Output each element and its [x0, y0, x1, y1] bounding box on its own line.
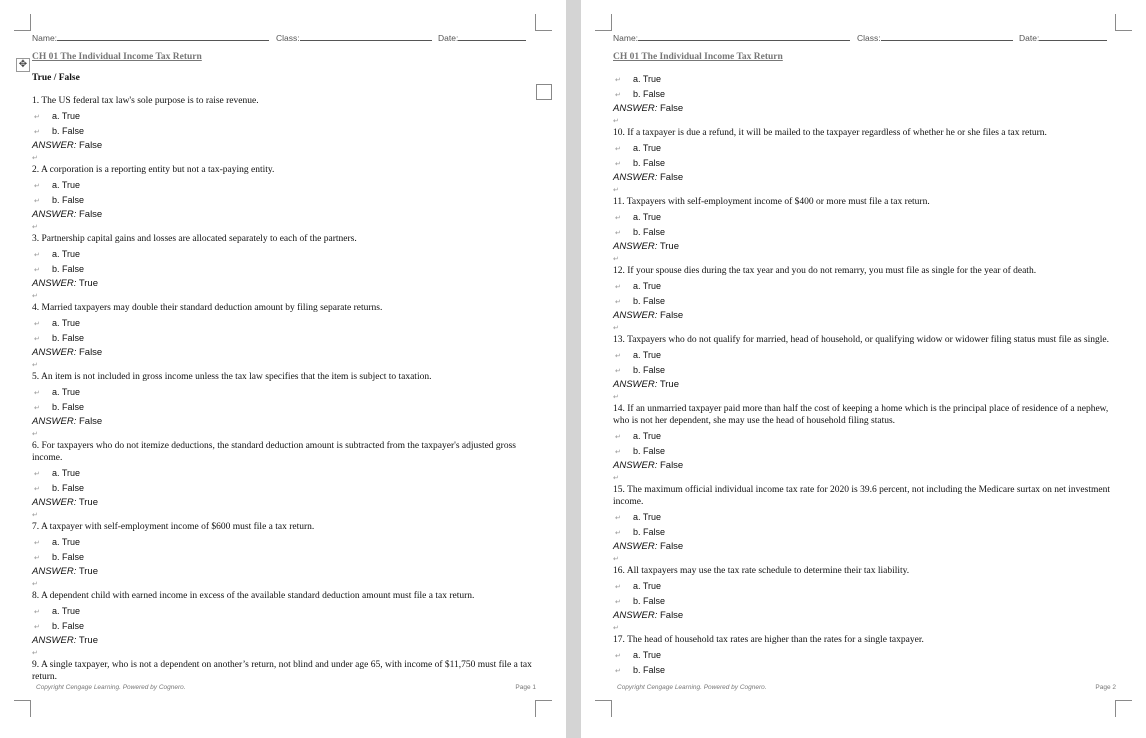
- answer-line: [613, 102, 1116, 116]
- answer-label: ANSWER:: [32, 416, 77, 427]
- paragraph-mark: ↵: [34, 198, 40, 205]
- margin-corner-mark: [535, 700, 552, 717]
- chapter-title: CH 01 The Individual Income Tax Return: [32, 52, 202, 62]
- answer-label: ANSWER:: [613, 379, 658, 390]
- page-number: Page 1: [515, 684, 536, 691]
- margin-corner-mark: [14, 14, 31, 31]
- question-text: 10. If a taxpayer is due a refund, it will be mailed to the taxpayer regardless of whether he or she files a tax return.: [613, 128, 1047, 138]
- answer-line: [613, 540, 1116, 554]
- paragraph-mark: ↵: [34, 336, 40, 343]
- option-label: a. True: [52, 468, 81, 478]
- option-label: a. True: [633, 650, 662, 660]
- answer-value: True: [659, 379, 679, 390]
- paragraph-mark: ↵: [34, 405, 40, 412]
- option-label: a. True: [633, 581, 662, 591]
- paragraph-mark: ↵: [613, 393, 619, 401]
- paragraph-mark: ↵: [34, 252, 40, 259]
- option-label: a. True: [633, 143, 662, 153]
- paragraph-mark: ↵: [615, 515, 621, 522]
- paragraph-mark: ↵: [34, 183, 40, 190]
- option-false[interactable]: [32, 550, 536, 565]
- margin-corner-mark: [14, 700, 31, 717]
- question-text: 17. The head of household tax rates are higher than the rates for a single taxpayer.: [613, 635, 924, 645]
- option-label: a. True: [633, 431, 662, 441]
- question-text: 11. Taxpayers with self-employment income of $400 or more must file a tax return.: [613, 197, 930, 207]
- answer-label: ANSWER:: [613, 310, 658, 321]
- answer-line: [32, 277, 536, 291]
- answer-label: ANSWER:: [32, 347, 77, 358]
- copyright-text: Copyright Cengage Learning. Powered by Cognero.: [36, 684, 186, 691]
- option-false[interactable]: [32, 331, 536, 346]
- answer-line: [32, 208, 536, 222]
- option-label: a. True: [52, 606, 81, 616]
- paragraph-mark: ↵: [613, 624, 619, 632]
- document-page-1: [0, 0, 566, 738]
- paragraph-mark: ↵: [34, 114, 40, 121]
- paragraph-mark: ↵: [615, 77, 621, 84]
- paragraph-mark: ↵: [32, 154, 38, 162]
- option-false[interactable]: [32, 400, 536, 415]
- copyright-text: Copyright Cengage Learning. Powered by Cognero.: [617, 684, 767, 691]
- paragraph-mark: ↵: [613, 255, 619, 263]
- paragraph-mark: ↵: [615, 215, 621, 222]
- table-move-handle-icon[interactable]: ✥: [16, 58, 30, 72]
- option-false[interactable]: [32, 619, 536, 634]
- name-field[interactable]: Name:: [613, 32, 850, 43]
- option-label: b. False: [633, 158, 666, 168]
- question-text: 4. Married taxpayers may double their standard deduction amount by filing separate returns.: [32, 303, 383, 313]
- option-label: b. False: [52, 264, 85, 274]
- margin-corner-mark: [1115, 700, 1132, 717]
- answer-line: [613, 378, 1116, 392]
- option-true[interactable]: [32, 466, 536, 481]
- option-true[interactable]: [32, 316, 536, 331]
- answer-value: True: [78, 497, 98, 508]
- paragraph-mark: ↵: [32, 511, 38, 519]
- question-text: 2. A corporation is a reporting entity but not a tax-paying entity.: [32, 165, 275, 175]
- answer-line: [32, 139, 536, 153]
- option-label: b. False: [52, 126, 85, 136]
- paragraph-mark: ↵: [615, 368, 621, 375]
- option-false[interactable]: [613, 363, 1116, 378]
- paragraph-mark: ↵: [613, 555, 619, 563]
- answer-value: False: [78, 209, 103, 220]
- paragraph-mark: ↵: [615, 353, 621, 360]
- question-text: 12. If your spouse dies during the tax year and you do not remarry, you must file as single for the year of death.: [613, 266, 1037, 276]
- option-true[interactable]: [613, 210, 1116, 225]
- paragraph-mark: ↵: [615, 530, 621, 537]
- paragraph-mark: ↵: [615, 146, 621, 153]
- question-text: 15. The maximum official individual income tax rate for 2020 is 39.6 percent, not including the Medicare surtax on net investment income.: [613, 485, 1110, 507]
- margin-corner-mark: [1115, 14, 1132, 31]
- option-label: a. True: [52, 537, 81, 547]
- option-true[interactable]: [32, 109, 536, 124]
- paragraph-mark: ↵: [32, 580, 38, 588]
- option-label: b. False: [633, 227, 666, 237]
- option-false[interactable]: [32, 124, 536, 139]
- question-list: [613, 72, 1116, 678]
- answer-value: True: [659, 241, 679, 252]
- margin-corner-mark: [595, 700, 612, 717]
- name-field[interactable]: Name:: [32, 32, 269, 43]
- answer-label: ANSWER:: [32, 566, 77, 577]
- paragraph-mark: ↵: [615, 449, 621, 456]
- option-false[interactable]: [613, 225, 1116, 240]
- answer-value: True: [78, 635, 98, 646]
- question-text: 7. A taxpayer with self-employment income of $600 must file a tax return.: [32, 522, 315, 532]
- paragraph-mark: ↵: [615, 599, 621, 606]
- answer-value: True: [78, 278, 98, 289]
- paragraph-mark: ↵: [615, 92, 621, 99]
- option-true[interactable]: [32, 385, 536, 400]
- option-label: b. False: [633, 665, 666, 675]
- option-true[interactable]: [613, 648, 1116, 663]
- option-label: b. False: [633, 365, 666, 375]
- option-label: b. False: [52, 621, 85, 631]
- answer-line: [613, 609, 1116, 623]
- paragraph-mark: ↵: [34, 486, 40, 493]
- option-false[interactable]: [32, 262, 536, 277]
- option-label: b. False: [633, 596, 666, 606]
- answer-value: False: [659, 172, 684, 183]
- paragraph-mark: ↵: [32, 223, 38, 231]
- option-label: b. False: [633, 527, 666, 537]
- answer-line: [32, 634, 536, 648]
- option-true[interactable]: [613, 579, 1116, 594]
- option-true[interactable]: [613, 348, 1116, 363]
- paragraph-mark: ↵: [32, 361, 38, 369]
- option-false[interactable]: [613, 294, 1116, 309]
- paragraph-mark: ↵: [34, 471, 40, 478]
- option-label: b. False: [633, 296, 666, 306]
- option-label: b. False: [52, 483, 85, 493]
- option-label: b. False: [633, 89, 666, 99]
- answer-value: True: [78, 566, 98, 577]
- answer-label: ANSWER:: [32, 497, 77, 508]
- date-field[interactable]: Date:: [1019, 32, 1107, 43]
- question-text: 3. Partnership capital gains and losses are allocated separately to each of the partners.: [32, 234, 357, 244]
- answer-label: ANSWER:: [613, 172, 658, 183]
- question-text: 6. For taxpayers who do not itemize deductions, the standard deduction amount is subtracted from the taxpayer's adjusted gross income.: [32, 441, 516, 463]
- answer-value: False: [659, 103, 684, 114]
- paragraph-mark: ↵: [34, 555, 40, 562]
- option-false[interactable]: [613, 594, 1116, 609]
- answer-line: [613, 240, 1116, 254]
- date-field[interactable]: Date:: [438, 32, 526, 43]
- option-label: a. True: [633, 281, 662, 291]
- option-false[interactable]: [613, 156, 1116, 171]
- question-text: 16. All taxpayers may use the tax rate schedule to determine their tax liability.: [613, 566, 910, 576]
- answer-value: False: [659, 610, 684, 621]
- answer-value: False: [659, 310, 684, 321]
- paragraph-mark: ↵: [32, 292, 38, 300]
- paragraph-mark: ↵: [615, 668, 621, 675]
- option-false[interactable]: [613, 444, 1116, 459]
- header-fields: [613, 32, 1116, 44]
- class-field[interactable]: Class:: [276, 32, 432, 43]
- answer-value: False: [78, 347, 103, 358]
- answer-label: ANSWER:: [32, 140, 77, 151]
- paragraph-mark: ↵: [34, 390, 40, 397]
- answer-label: ANSWER:: [32, 635, 77, 646]
- question-text: 1. The US federal tax law's sole purpose is to raise revenue.: [32, 96, 259, 106]
- answer-value: False: [659, 460, 684, 471]
- option-false[interactable]: [32, 193, 536, 208]
- option-label: b. False: [52, 552, 85, 562]
- question-text: 9. A single taxpayer, who is not a dependent on another’s return, not blind and under age 65, with income of $11,750 must file a tax return.: [32, 660, 532, 682]
- paragraph-mark: ↵: [615, 434, 621, 441]
- option-label: a. True: [633, 512, 662, 522]
- answer-label: ANSWER:: [613, 541, 658, 552]
- option-label: a. True: [52, 387, 81, 397]
- section-title: True / False: [32, 73, 80, 83]
- paragraph-mark: ↵: [615, 284, 621, 291]
- question-text: 14. If an unmarried taxpayer paid more than half the cost of keeping a home which is the principal place of residence of a nephew, who is not her dependent, she may use the head of household filing status.: [613, 404, 1109, 426]
- class-field[interactable]: Class:: [857, 32, 1013, 43]
- paragraph-mark: ↵: [615, 161, 621, 168]
- question-list: [32, 72, 536, 685]
- paragraph-mark: ↵: [615, 230, 621, 237]
- answer-value: False: [78, 416, 103, 427]
- answer-label: ANSWER:: [32, 278, 77, 289]
- document-page-2: [581, 0, 1146, 738]
- option-label: b. False: [633, 446, 666, 456]
- answer-line: [32, 565, 536, 579]
- paragraph-mark: ↵: [32, 430, 38, 438]
- answer-line: [613, 459, 1116, 473]
- option-false[interactable]: [613, 87, 1116, 102]
- paragraph-mark: ↵: [34, 267, 40, 274]
- answer-line: [32, 415, 536, 429]
- paragraph-mark: ↵: [32, 649, 38, 657]
- option-true[interactable]: [613, 510, 1116, 525]
- paragraph-mark: ↵: [615, 653, 621, 660]
- answer-line: [613, 171, 1116, 185]
- answer-value: False: [659, 541, 684, 552]
- selection-box: [536, 84, 552, 100]
- option-label: a. True: [52, 318, 81, 328]
- option-true[interactable]: [613, 72, 1116, 87]
- answer-label: ANSWER:: [613, 241, 658, 252]
- option-true[interactable]: [613, 429, 1116, 444]
- chapter-title: CH 01 The Individual Income Tax Return: [613, 52, 783, 62]
- paragraph-mark: ↵: [613, 186, 619, 194]
- option-true[interactable]: [32, 247, 536, 262]
- margin-corner-mark: [535, 14, 552, 31]
- answer-line: [32, 346, 536, 360]
- paragraph-mark: [32, 84, 536, 95]
- option-label: b. False: [52, 195, 85, 205]
- paragraph-mark: ↵: [613, 474, 619, 482]
- answer-label: ANSWER:: [613, 610, 658, 621]
- answer-label: ANSWER:: [32, 209, 77, 220]
- answer-label: ANSWER:: [613, 103, 658, 114]
- option-label: a. True: [633, 74, 662, 84]
- option-label: b. False: [52, 402, 85, 412]
- paragraph-mark: ↵: [615, 584, 621, 591]
- paragraph-mark: ↵: [615, 299, 621, 306]
- option-label: a. True: [633, 212, 662, 222]
- answer-line: [613, 309, 1116, 323]
- answer-value: False: [78, 140, 103, 151]
- page-number: Page 2: [1095, 684, 1116, 691]
- option-true[interactable]: [32, 604, 536, 619]
- option-label: a. True: [52, 180, 81, 190]
- answer-line: [32, 496, 536, 510]
- paragraph-mark: ↵: [34, 321, 40, 328]
- option-true[interactable]: [32, 178, 536, 193]
- question-text: 5. An item is not included in gross income unless the tax law specifies that the item is subject to taxation.: [32, 372, 432, 382]
- question-text: 8. A dependent child with earned income in excess of the available standard deduction amount must file a tax return.: [32, 591, 475, 601]
- option-label: b. False: [52, 333, 85, 343]
- option-true[interactable]: [613, 279, 1116, 294]
- option-false[interactable]: [32, 481, 536, 496]
- option-true[interactable]: [613, 141, 1116, 156]
- paragraph-mark: ↵: [34, 624, 40, 631]
- paragraph-mark: ↵: [34, 129, 40, 136]
- paragraph-mark: ↵: [34, 609, 40, 616]
- margin-corner-mark: [595, 14, 612, 31]
- option-false[interactable]: [613, 663, 1116, 678]
- answer-label: ANSWER:: [613, 460, 658, 471]
- paragraph-mark: ↵: [613, 117, 619, 125]
- option-label: a. True: [52, 111, 81, 121]
- paragraph-mark: ↵: [34, 540, 40, 547]
- header-fields: [32, 32, 536, 44]
- question-text: 13. Taxpayers who do not qualify for married, head of household, or qualifying widow or widower filing status must file as single.: [613, 335, 1109, 345]
- option-false[interactable]: [613, 525, 1116, 540]
- paragraph-mark: ↵: [613, 324, 619, 332]
- option-label: a. True: [52, 249, 81, 259]
- option-true[interactable]: [32, 535, 536, 550]
- option-label: a. True: [633, 350, 662, 360]
